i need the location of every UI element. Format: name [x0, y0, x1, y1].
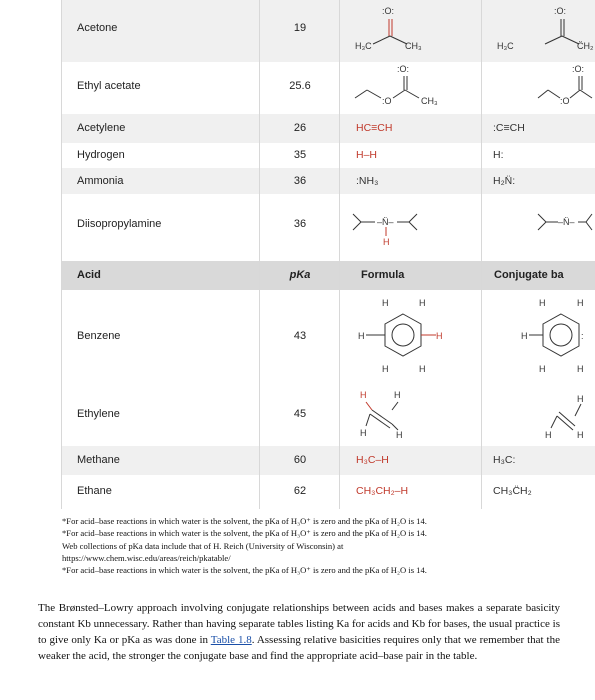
acid-name: Ethyl acetate [77, 80, 141, 92]
header-acid: Acid [77, 269, 101, 281]
svg-text:H: H [545, 430, 552, 440]
conjugate-base: H₂N̈: [493, 175, 516, 187]
table-row [61, 114, 595, 143]
ethyl-acetate-enolate-structure [536, 62, 595, 112]
svg-text:H: H [539, 364, 546, 374]
ethyl-acetate-structure [351, 62, 461, 112]
pka-value: 35 [293, 149, 307, 161]
pka-value: 19 [293, 22, 307, 34]
formula: :NH₃ [356, 175, 379, 187]
acid-name: Acetylene [77, 122, 126, 134]
svg-text:H: H [436, 331, 443, 341]
acid-name: Acetone [77, 22, 118, 34]
svg-text:–N̈–: –N̈– [558, 217, 575, 227]
formula: CH₃CH₂–H [356, 485, 409, 497]
vinyl-anion-structure [541, 386, 595, 440]
ethylene-structure [356, 386, 416, 440]
formula: HC≡CH [356, 122, 393, 134]
column-divider [61, 0, 62, 509]
formula: H₃C–H [356, 454, 389, 466]
pka-value: 60 [293, 454, 307, 466]
table-row [61, 290, 595, 382]
svg-text:H: H [577, 394, 584, 404]
svg-text:H: H [419, 298, 426, 308]
table-row [61, 0, 595, 62]
table-row [61, 475, 595, 505]
svg-text:H: H [383, 237, 390, 247]
pka-value: 36 [293, 218, 307, 230]
acid-name: Ethane [77, 485, 112, 497]
table-row [61, 446, 595, 475]
footnote: Web collections of pKa data include that of H. Reich (University of Wisconsin) at [62, 540, 344, 551]
table-row [61, 194, 595, 256]
conjugate-base: H: [493, 149, 504, 161]
table-row [61, 62, 595, 114]
column-divider [481, 0, 482, 509]
svg-text:H: H [382, 298, 389, 308]
pka-value: 36 [293, 175, 307, 187]
svg-text:H: H [539, 298, 546, 308]
svg-text:H: H [360, 390, 367, 400]
body-paragraph [38, 600, 560, 664]
svg-text:H₃C: H₃C [497, 41, 514, 51]
acetone-structure [351, 2, 431, 54]
svg-text::O:: :O: [554, 6, 567, 16]
acid-name: Benzene [77, 330, 121, 342]
footnote: *For acid–base reactions in which water is the solvent, the pKa of H₃O⁺ is zero and the pKa of H₂O is 14. [62, 565, 427, 576]
pka-value: 26 [293, 122, 307, 134]
svg-text:CH₃: CH₃ [405, 41, 422, 51]
acid-name: Ethylene [77, 408, 120, 420]
phenyl-anion-structure [521, 294, 595, 380]
svg-text::O:: :O: [572, 64, 585, 74]
table-row [61, 382, 595, 442]
svg-text:H: H [382, 364, 389, 374]
table-link[interactable]: Table 1.8 [210, 634, 252, 646]
benzene-structure [356, 294, 451, 380]
svg-text:H: H [577, 430, 584, 440]
pka-value: 62 [293, 485, 307, 497]
svg-text:H: H [577, 298, 584, 308]
svg-text:H₃C: H₃C [355, 41, 372, 51]
svg-text::O: :O [560, 96, 570, 106]
svg-text::: : [581, 331, 584, 341]
column-divider [339, 0, 340, 509]
column-divider [259, 0, 260, 509]
svg-text:C̈H₂: C̈H₂ [577, 41, 594, 51]
conjugate-base: H₃C: [493, 454, 516, 466]
paragraph-text: . Assessing relative basicities requires only that we remember that the weaker the acid, the stronger the conjugate base and find the appropriate acid–base pair in the table. [38, 634, 560, 662]
svg-text:H: H [396, 430, 403, 440]
conjugate-base: :C≡CH [493, 122, 525, 134]
table-row [61, 168, 595, 194]
header-pka: pKa [289, 269, 311, 281]
pka-table [61, 0, 595, 509]
table-header [61, 261, 595, 290]
svg-text::O: :O [382, 96, 392, 106]
acetone-enolate-structure [493, 2, 595, 54]
pka-value: 43 [293, 330, 307, 342]
pka-value: 45 [293, 408, 307, 420]
formula: H–H [356, 149, 378, 161]
svg-text::O:: :O: [382, 6, 395, 16]
diisopropylamine-structure [351, 200, 431, 252]
acid-name: Ammonia [77, 175, 124, 187]
lda-anion-structure [536, 200, 595, 240]
acid-name: Methane [77, 454, 120, 466]
svg-text::O:: :O: [397, 64, 410, 74]
svg-text:H: H [394, 390, 401, 400]
header-conjugate-base: Conjugate ba [494, 269, 564, 281]
svg-text:–N̈–: –N̈– [377, 217, 394, 227]
acid-name: Hydrogen [77, 149, 125, 161]
acid-name: Diisopropylamine [77, 218, 162, 230]
svg-text:CH₃: CH₃ [421, 96, 438, 106]
svg-text:H: H [577, 364, 584, 374]
conjugate-base: CH₃C̈H₂ [493, 485, 532, 497]
footnote-url: https://www.chem.wisc.edu/areas/reich/pkatable/ [62, 552, 231, 563]
svg-text:H: H [358, 331, 365, 341]
svg-text:H: H [360, 428, 367, 438]
table-footnotes [62, 515, 582, 576]
header-formula: Formula [361, 269, 405, 281]
svg-text:H: H [521, 331, 528, 341]
footnote: *For acid–base reactions in which water is the solvent, the pKa of H₃O⁺ is zero and the pKa of H₂O is 14. [62, 528, 427, 539]
svg-text:H: H [419, 364, 426, 374]
footnote: *For acid–base reactions in which water is the solvent, the pKa of H₃O⁺ is zero and the pKa of H₂O is 14. [62, 516, 427, 526]
pka-value: 25.6 [289, 80, 311, 92]
paragraph-text: The Brønsted–Lowry approach involving conjugate relationships between acids and bases makes a separate basicity constant Kb unnecessary. Rather than having separate tables listing Ka for acids and Kb for bases, the usual practice is to give only Ka or pKa as was done in [38, 602, 560, 646]
table-row [61, 143, 595, 168]
